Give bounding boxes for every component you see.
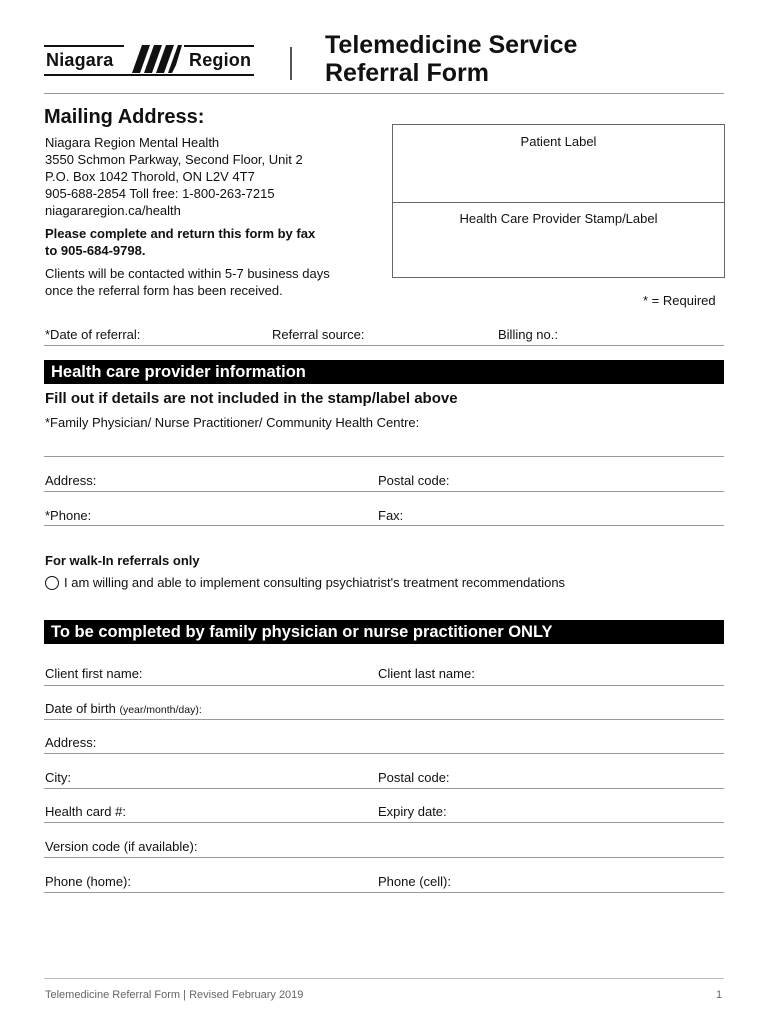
address-line: 905-688-2854 Toll free: 1-800-263-7215 bbox=[45, 186, 275, 201]
provider-address-label: Address: bbox=[45, 473, 97, 488]
form-title bbox=[325, 31, 577, 87]
client-last-name-label: Client last name: bbox=[378, 666, 475, 681]
provider-postal-code-label: Postal code: bbox=[378, 473, 450, 488]
phone-input-line[interactable] bbox=[44, 892, 724, 893]
provider-subheading: Fill out if details are not included in the stamp/label above bbox=[45, 390, 458, 407]
client-address-input-line[interactable] bbox=[44, 753, 724, 754]
fax-instruction-line-2: to 905-684-9798. bbox=[45, 243, 146, 258]
walkin-radio-button[interactable] bbox=[45, 576, 59, 590]
patient-label: Patient Label bbox=[520, 134, 597, 149]
provider-phone-input-line[interactable] bbox=[44, 525, 724, 526]
logo-stripes-icon bbox=[124, 43, 184, 73]
fax-instruction bbox=[45, 225, 315, 259]
physician-input-line[interactable] bbox=[44, 456, 724, 457]
health-card-label: Health card #: bbox=[45, 804, 126, 819]
version-code-label: Version code (if available): bbox=[45, 839, 198, 854]
niagara-region-logo bbox=[44, 40, 256, 80]
fax-instruction-line-1: Please complete and return this form by fax bbox=[45, 226, 316, 241]
logo-rule-top-right bbox=[184, 45, 254, 47]
address-line: Niagara Region Mental Health bbox=[45, 135, 220, 150]
walkin-heading: For walk-In referrals only bbox=[45, 553, 200, 568]
page-number: 1 bbox=[716, 989, 723, 1001]
contact-note-line-2: once the referral form has been received. bbox=[45, 283, 283, 298]
client-postal-code-label: Postal code: bbox=[378, 770, 450, 785]
form-title-line-1: Telemedicine Service bbox=[325, 31, 578, 59]
label-box-divider bbox=[393, 202, 724, 203]
billing-number-label: Billing no.: bbox=[498, 327, 558, 342]
date-of-birth-label bbox=[45, 701, 202, 716]
required-note: * = Required bbox=[643, 293, 716, 308]
expiry-date-label: Expiry date: bbox=[378, 804, 447, 819]
address-line: P.O. Box 1042 Thorold, ON L2V 4T7 bbox=[45, 169, 255, 184]
client-name-input-line[interactable] bbox=[44, 685, 724, 686]
health-card-input-line[interactable] bbox=[44, 822, 724, 823]
logo-text-right: Region bbox=[189, 50, 252, 70]
footer-rule bbox=[44, 978, 724, 979]
client-address-label: Address: bbox=[45, 735, 97, 750]
provider-fax-label: Fax: bbox=[378, 508, 404, 523]
form-title-line-2: Referral Form bbox=[325, 59, 489, 87]
date-of-referral-label: *Date of referral: bbox=[45, 327, 141, 342]
address-line: 3550 Schmon Parkway, Second Floor, Unit 2 bbox=[45, 152, 303, 167]
header-divider bbox=[290, 47, 292, 80]
date-of-birth-text: Date of birth bbox=[45, 701, 116, 716]
header-rule bbox=[44, 93, 724, 94]
phone-cell-label: Phone (cell): bbox=[378, 874, 451, 889]
date-of-birth-hint: (year/month/day): bbox=[119, 704, 202, 716]
logo-rule-bottom bbox=[44, 74, 254, 76]
logo-rule-top-left bbox=[44, 45, 124, 47]
provider-section-bar: Health care provider information bbox=[44, 360, 724, 384]
dob-input-line[interactable] bbox=[44, 719, 724, 720]
mailing-address-block bbox=[45, 134, 303, 219]
contact-note bbox=[45, 265, 330, 299]
footer-text: Telemedicine Referral Form | Revised February 2019 bbox=[45, 989, 304, 1001]
referral-row-input-line[interactable] bbox=[44, 345, 724, 346]
logo-text-left: Niagara bbox=[46, 50, 114, 70]
client-city-label: City: bbox=[45, 770, 71, 785]
referral-source-label: Referral source: bbox=[272, 327, 365, 342]
mailing-address-heading: Mailing Address: bbox=[44, 106, 205, 128]
address-line: niagararegion.ca/health bbox=[45, 203, 181, 218]
family-physician-label: *Family Physician/ Nurse Practitioner/ Community Health Centre: bbox=[45, 415, 420, 430]
provider-address-input-line[interactable] bbox=[44, 491, 724, 492]
walkin-option-label: I am willing and able to implement consulting psychiatrist's treatment recommendations bbox=[64, 575, 566, 590]
contact-note-line-1: Clients will be contacted within 5-7 business days bbox=[45, 266, 330, 281]
client-first-name-label: Client first name: bbox=[45, 666, 143, 681]
version-code-input-line[interactable] bbox=[44, 857, 724, 858]
phone-home-label: Phone (home): bbox=[45, 874, 131, 889]
provider-phone-label: *Phone: bbox=[45, 508, 92, 523]
client-section-bar: To be completed by family physician or nurse practitioner ONLY bbox=[44, 620, 724, 644]
provider-stamp-label: Health Care Provider Stamp/Label bbox=[459, 211, 658, 226]
label-box[interactable] bbox=[392, 124, 725, 278]
client-city-input-line[interactable] bbox=[44, 788, 724, 789]
